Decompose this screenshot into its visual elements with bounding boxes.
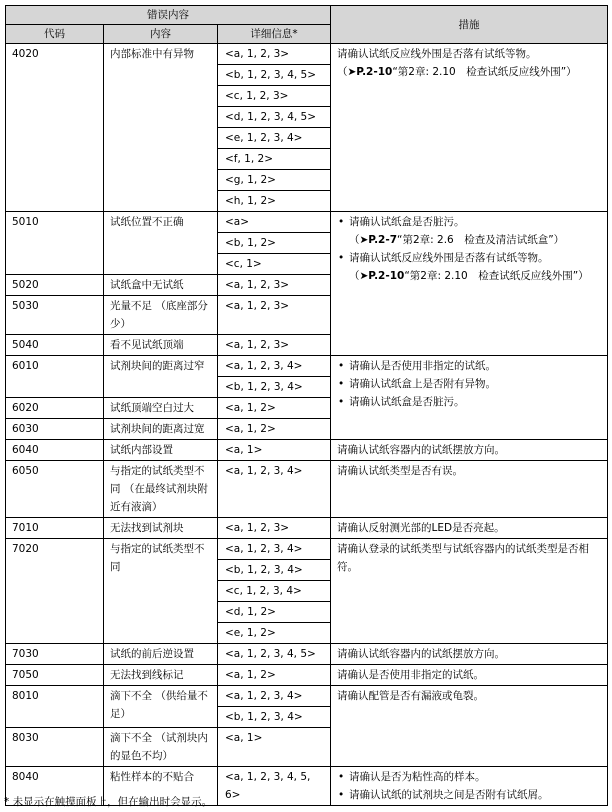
- error-code: 6030: [6, 419, 104, 440]
- error-content: 试纸位置不正确: [104, 212, 218, 275]
- detail-cell: <a, 1>: [218, 440, 331, 461]
- measure-cell: 请确认试纸容器内的试纸摆放方向。: [331, 440, 608, 461]
- detail-cell: <a, 1, 2, 3, 4>: [218, 686, 331, 707]
- detail-cell: <b, 1, 2>: [218, 233, 331, 254]
- error-content: 粘性样本的不贴合: [104, 767, 218, 806]
- table-row: [6, 518, 608, 539]
- detail-cell: <e, 1, 2>: [218, 623, 331, 644]
- detail-cell: <a, 1, 2, 3, 4>: [218, 539, 331, 560]
- error-code: 7010: [6, 518, 104, 539]
- detail-cell: <a, 1, 2, 3>: [218, 275, 331, 296]
- page-ref-title: “第2章: 2.10 检查试纸反应线外围”）: [404, 270, 589, 282]
- error-content: 试纸顶端空白过大: [104, 398, 218, 419]
- detail-cell: <e, 1, 2, 3, 4>: [218, 128, 331, 149]
- error-code: 7050: [6, 665, 104, 686]
- measure-header: 措施: [331, 6, 608, 44]
- list-item: • 请确认试纸盒上是否附有异物。: [337, 375, 603, 393]
- detail-cell: <d, 1, 2, 3, 4, 5>: [218, 107, 331, 128]
- detail-cell: <b, 1, 2, 3, 4>: [218, 707, 331, 728]
- detail-cell: <c, 1, 2, 3>: [218, 86, 331, 107]
- reference-link[interactable]: （➤P.2-7“第2章: 2.6 检查及清洁试纸盒”）: [349, 234, 565, 246]
- reference-link[interactable]: （➤P.2-10“第2章: 2.10 检查试纸反应线外围”）: [349, 270, 589, 282]
- table-row: [6, 644, 608, 665]
- measure-cell: [331, 356, 608, 440]
- reference-link[interactable]: （➤P.2-10“第2章: 2.10 检查试纸反应线外围”）: [337, 66, 577, 78]
- error-code: 5040: [6, 335, 104, 356]
- error-content-header: 错误内容: [6, 6, 331, 25]
- measure-list: [337, 768, 603, 804]
- error-content: 滴下不全 （供给量不足）: [104, 686, 218, 728]
- table-row: [6, 44, 608, 65]
- measure-cell: 请确认试纸类型是否有误。: [331, 461, 608, 518]
- error-content: 滴下不全 （试剂块内的显色不均）: [104, 728, 218, 767]
- error-code: 4020: [6, 44, 104, 212]
- page-ref-title: “第2章: 2.6 检查及清洁试纸盒”）: [397, 234, 565, 246]
- measure-cell: 请确认反射测光部的LED是否亮起。: [331, 518, 608, 539]
- page-ref-title: “第2章: 2.10 检查试纸反应线外围”）: [392, 66, 577, 78]
- error-code: 8040: [6, 767, 104, 806]
- table-row: [6, 539, 608, 560]
- detail-cell: <b, 1, 2, 3, 4>: [218, 560, 331, 581]
- measure-cell: [331, 212, 608, 356]
- detail-cell: <g, 1, 2>: [218, 170, 331, 191]
- detail-cell: <a, 1, 2, 3, 4>: [218, 356, 331, 377]
- error-code: 5030: [6, 296, 104, 335]
- error-content: 无法找到试剂块: [104, 518, 218, 539]
- list-item: • 请确认是否使用非指定的试纸。: [337, 357, 603, 375]
- error-content: 光量不足 （底座部分少）: [104, 296, 218, 335]
- table-row: [6, 686, 608, 707]
- list-item: [337, 249, 603, 285]
- error-content: 看不见试纸顶端: [104, 335, 218, 356]
- detail-cell: <a>: [218, 212, 331, 233]
- detail-cell: <a, 1, 2, 3>: [218, 518, 331, 539]
- table-row: [6, 440, 608, 461]
- code-header: 代码: [6, 25, 104, 44]
- error-code: 6020: [6, 398, 104, 419]
- detail-cell: <a, 1, 2, 3>: [218, 296, 331, 335]
- error-content: 试剂块间的距离过窄: [104, 356, 218, 398]
- list-item: • 请确认是否为粘性高的样本。: [337, 768, 603, 786]
- table-row: [6, 356, 608, 377]
- measure-list: [337, 357, 603, 411]
- detail-cell: <c, 1>: [218, 254, 331, 275]
- error-content: 试剂块间的距离过宽: [104, 419, 218, 440]
- detail-cell: <a, 1, 2, 3, 4>: [218, 461, 331, 518]
- footnote: * 未显示在触摸面板上，但在输出时会显示。: [4, 796, 213, 808]
- page-ref[interactable]: ➤P.2-10: [347, 66, 393, 78]
- detail-cell: <d, 1, 2>: [218, 602, 331, 623]
- error-code: 6050: [6, 461, 104, 518]
- error-code: 5010: [6, 212, 104, 275]
- detail-cell: <a, 1, 2>: [218, 665, 331, 686]
- detail-cell: <a, 1, 2, 3, 4, 5>: [218, 644, 331, 665]
- detail-cell: <b, 1, 2, 3, 4>: [218, 377, 331, 398]
- measure-cell: 请确认试纸容器内的试纸摆放方向。: [331, 644, 608, 665]
- error-code: 8030: [6, 728, 104, 767]
- error-content: 无法找到线标记: [104, 665, 218, 686]
- detail-cell: <a, 1, 2, 3>: [218, 44, 331, 65]
- detail-cell: <a, 1, 2, 3>: [218, 335, 331, 356]
- error-code: 6010: [6, 356, 104, 398]
- error-code: 8010: [6, 686, 104, 728]
- list-item: • 请确认试纸盒是否脏污。: [337, 393, 603, 411]
- error-code: 7030: [6, 644, 104, 665]
- page-ref[interactable]: ➤P.2-10: [359, 270, 405, 282]
- table-row: [6, 461, 608, 518]
- error-table: [5, 5, 608, 806]
- error-content: 试纸的前后逆设置: [104, 644, 218, 665]
- measure-cell: [331, 44, 608, 212]
- detail-header: 详细信息*: [218, 25, 331, 44]
- detail-cell: <c, 1, 2, 3, 4>: [218, 581, 331, 602]
- detail-cell: <a, 1, 2>: [218, 398, 331, 419]
- error-content: 与指定的试纸类型不同 （在最终试剂块附近有液滴）: [104, 461, 218, 518]
- detail-cell: <a, 1, 2, 3, 4, 5, 6>: [218, 767, 331, 806]
- table-row: [6, 212, 608, 233]
- error-content: 与指定的试纸类型不同: [104, 539, 218, 644]
- error-content: 试纸盒中无试纸: [104, 275, 218, 296]
- measure-text: • 请确认试纸反应线外围是否落有试纸等物。: [349, 252, 549, 264]
- detail-cell: <a, 1>: [218, 728, 331, 767]
- measure-cell: 请确认登录的试纸类型与试纸容器内的试纸类型是否相符。: [331, 539, 608, 644]
- list-item: • 请确认试纸的试剂块之间是否附有试纸屑。: [337, 786, 603, 804]
- measure-list: [337, 213, 603, 285]
- error-content: 内部标准中有异物: [104, 44, 218, 212]
- measure-text: • 请确认试纸盒是否脏污。: [349, 216, 465, 228]
- error-code: 5020: [6, 275, 104, 296]
- measure-cell: 请确认配管是否有漏液或龟裂。: [331, 686, 608, 767]
- detail-cell: <a, 1, 2>: [218, 419, 331, 440]
- detail-cell: <f, 1, 2>: [218, 149, 331, 170]
- page-ref[interactable]: ➤P.2-7: [359, 234, 398, 246]
- error-code: 6040: [6, 440, 104, 461]
- table-row: [6, 665, 608, 686]
- detail-cell: <b, 1, 2, 3, 4, 5>: [218, 65, 331, 86]
- detail-cell: <h, 1, 2>: [218, 191, 331, 212]
- content-header: 内容: [104, 25, 218, 44]
- error-content: 试纸内部设置: [104, 440, 218, 461]
- measure-text: 请确认试纸反应线外围是否落有试纸等物。: [337, 48, 537, 60]
- error-code: 7020: [6, 539, 104, 644]
- list-item: [337, 213, 603, 249]
- measure-cell: [331, 767, 608, 806]
- measure-cell: 请确认是否使用非指定的试纸。: [331, 665, 608, 686]
- header-row-top: [6, 6, 608, 25]
